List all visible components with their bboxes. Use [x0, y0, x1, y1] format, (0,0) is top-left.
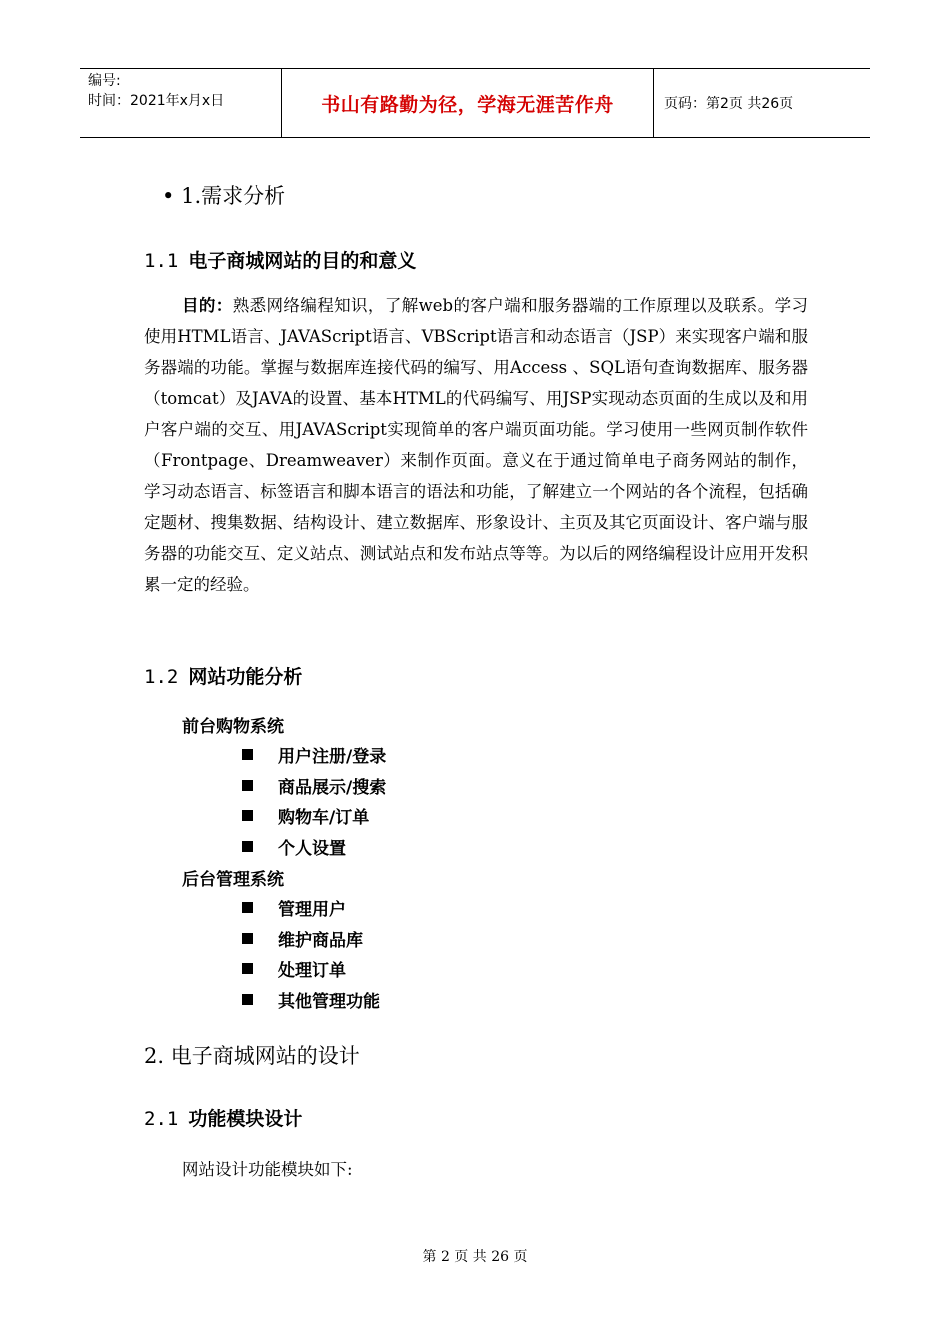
header-meta: [80, 69, 282, 137]
section-1-title: 1.需求分析: [181, 184, 286, 208]
section-2-1-number: 2.1: [144, 1108, 179, 1130]
section-1-2-heading: [144, 662, 302, 689]
purpose-text: 熟悉网络编程知识，了解web的客户端和服务器端的工作原理以及联系。学习使用HTML语言、JAVAScript语言、VBScript语言和动态语言（JSP）来实现客户端和服务器端的功能。掌握与数据库连接代码的编写、用Access 、SQL语句查询数据库、服务器（tomcat）及JAVA的设置、基本HTML的代码编写、用JSP实现动态页面的生成以及和用户客户端的交互、用JAVAScript实现简单的客户端页面功能。学习使用一些网页制作软件（Frontpage、Dreamweaver）来制作页面。意义在于通过简单电子商务网站的制作，学习动态语言、标签语言和脚本语言的语法和功能，了解建立一个网站的各个流程，包括确定题材、搜集数据、结构设计、建立数据库、形象设计、主页及其它页面设计、客户端与服务器的功能交互、定义站点、测试站点和发布站点等等。为以后的网络编程设计应用开发积累一定的经验。: [144, 296, 809, 594]
section-1-1-title: 电子商城网站的目的和意义: [188, 250, 417, 272]
list-item: 管理用户: [242, 895, 346, 920]
page-footer: 第 2 页 共 26 页: [422, 1249, 528, 1265]
bullet-dot: •: [162, 184, 175, 208]
section-2-1-text: 网站设计功能模块如下:: [182, 1160, 353, 1179]
square-bullet-icon: [242, 749, 253, 760]
purpose-label: 目的：: [182, 296, 233, 315]
page-header: [80, 68, 870, 138]
section-2-1-title: 功能模块设计: [188, 1108, 303, 1130]
square-bullet-icon: [242, 933, 253, 944]
section-2-title: 2. 电子商城网站的设计: [144, 1044, 360, 1068]
header-motto: 书山有路勤为径，学海无涯苦作舟: [282, 69, 654, 137]
header-page-info: 页码：第2页 共26页: [664, 96, 794, 112]
purpose-paragraph: [144, 290, 808, 600]
serial-label: 编号:: [88, 73, 121, 89]
list-item: 购物车/订单: [242, 803, 369, 828]
list-item: 处理订单: [242, 956, 346, 981]
square-bullet-icon: [242, 841, 253, 852]
section-1-2-title: 网站功能分析: [188, 666, 303, 688]
square-bullet-icon: [242, 902, 253, 913]
list-item: 商品展示/搜索: [242, 773, 386, 798]
list-item: 维护商品库: [242, 926, 363, 951]
section-1-1-heading: [144, 246, 416, 273]
section-1-heading: [162, 180, 285, 210]
time-label: 时间：2021年x月x日: [88, 93, 225, 109]
square-bullet-icon: [242, 810, 253, 821]
list-item: 用户注册/登录: [242, 742, 386, 767]
front-system-title: 前台购物系统: [182, 717, 284, 737]
back-system-title: 后台管理系统: [182, 870, 284, 890]
section-2-1-heading: [144, 1104, 302, 1131]
square-bullet-icon: [242, 780, 253, 791]
section-1-1-number: 1.1: [144, 250, 179, 272]
square-bullet-icon: [242, 963, 253, 974]
list-item: 个人设置: [242, 834, 346, 859]
section-1-2-number: 1.2: [144, 666, 179, 688]
list-item: 其他管理功能: [242, 987, 380, 1012]
square-bullet-icon: [242, 994, 253, 1005]
